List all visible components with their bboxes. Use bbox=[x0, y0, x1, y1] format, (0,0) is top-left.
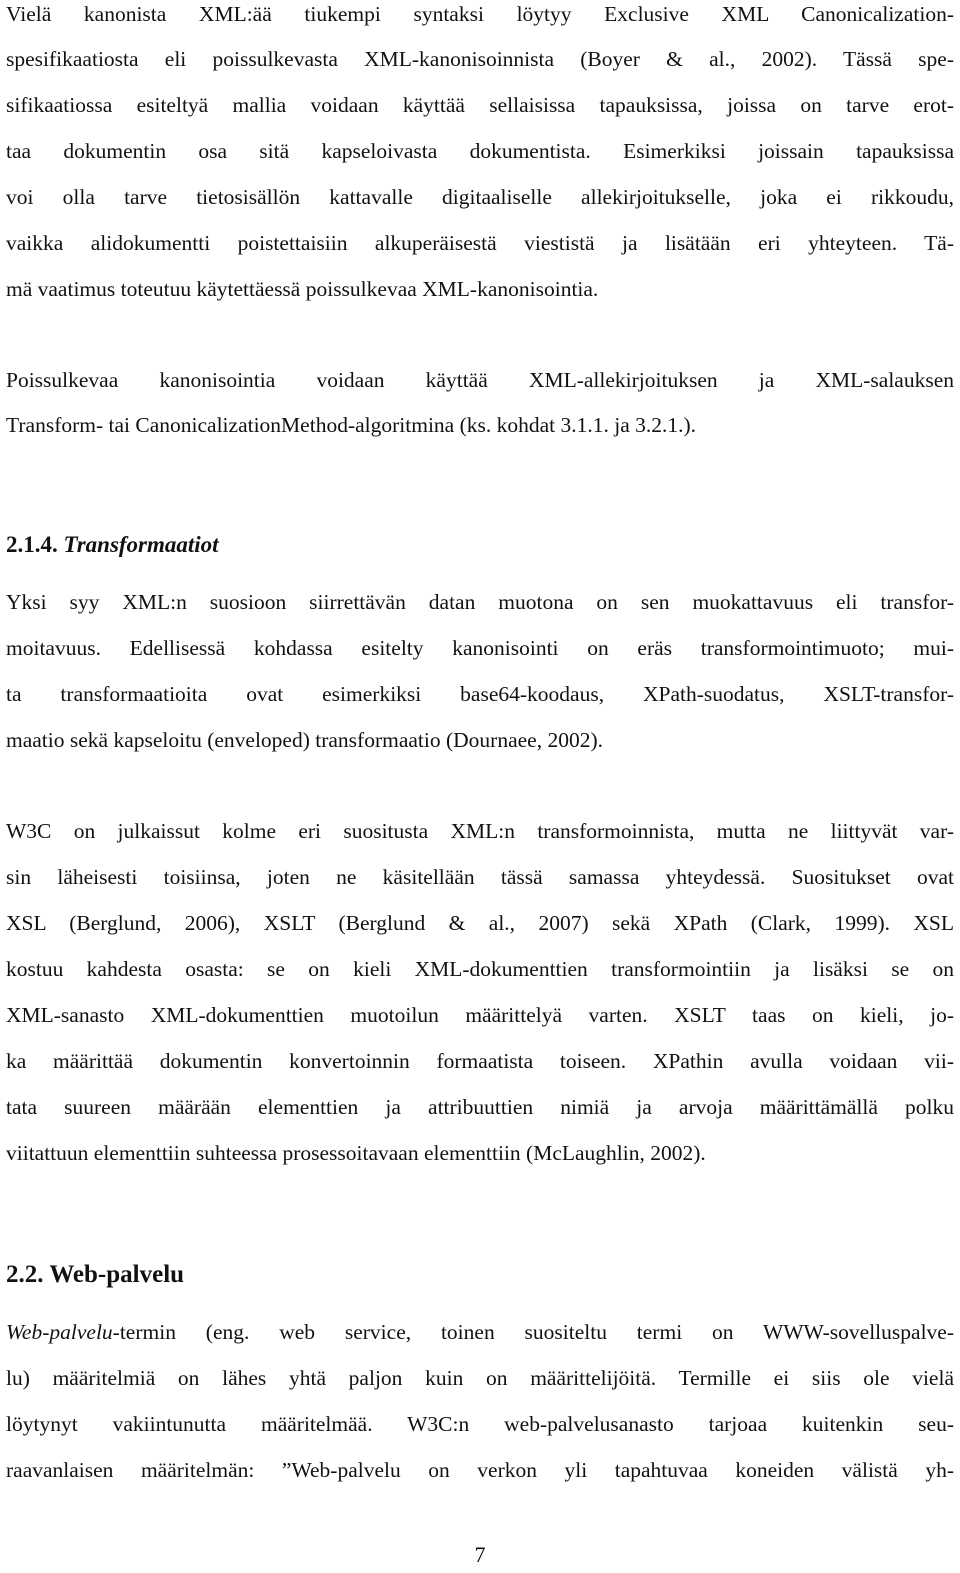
text-line: spesifikaatiosta eli poissulkevasta XML-kanonisoinnista (Boyer & al., 2002). Tässä spe- bbox=[6, 47, 954, 71]
text-line: Poissulkevaa kanonisointia voidaan käyttää XML-allekirjoituksen ja XML-salauksen bbox=[6, 368, 954, 392]
text-line: raavanlaisen määritelmän: ”Web-palvelu on verkon yli tapahtuvaa koneiden välistä yh- bbox=[6, 1458, 954, 1482]
text-line: moitavuus. Edellisessä kohdassa esitelty kanonisointi on eräs transformointimuoto; mui- bbox=[6, 636, 954, 660]
text-line: kostuu kahdesta osasta: se on kieli XML-dokumenttien transformointiin ja lisäksi se on bbox=[6, 957, 954, 981]
page-number: 7 bbox=[474, 1542, 486, 1567]
section-heading-2-2 bbox=[6, 1259, 184, 1291]
text-line: ta transformaatioita ovat esimerkiksi base64-koodaus, XPath-suodatus, XSLT-transfor- bbox=[6, 682, 954, 706]
text-line: voi olla tarve tietosisällön kattavalle digitaaliselle allekirjoitukselle, joka ei rikkoudu, bbox=[6, 185, 954, 209]
text-line: löytynyt vakiintunutta määritelmää. W3C:n web-palvelusanasto tarjoaa kuitenkin seu- bbox=[6, 1412, 954, 1436]
text-span: -termin (eng. web service, toinen suositeltu termi on WWW-sovelluspalve- bbox=[112, 1320, 954, 1344]
text-line: mä vaatimus toteutuu käytettäessä poissulkevaa XML-kanonisointia. bbox=[6, 277, 599, 301]
section-title: Transformaatiot bbox=[63, 532, 219, 557]
text-line: sifikaatiossa esiteltyä mallia voidaan käyttää sellaisissa tapauksissa, joissa on tarve erot- bbox=[6, 93, 954, 117]
text-line: XSL (Berglund, 2006), XSLT (Berglund & al., 2007) sekä XPath (Clark, 1999). XSL bbox=[6, 911, 954, 935]
section-heading-2-1-4 bbox=[6, 530, 219, 560]
text-line: ka määrittää dokumentin konvertoinnin formaatista toiseen. XPathin avulla voidaan vii- bbox=[6, 1049, 954, 1073]
section-title: Web-palvelu bbox=[49, 1261, 185, 1288]
text-line bbox=[6, 1318, 954, 1346]
text-line: sin läheisesti toisiinsa, joten ne käsitellään tässä samassa yhteydessä. Suositukset ovat bbox=[6, 865, 954, 889]
text-line: vaikka alidokumentti poistettaisiin alkuperäisestä viestistä ja lisätään eri yhteyteen. Tä- bbox=[6, 231, 954, 255]
text-line: Yksi syy XML:n suosioon siirrettävän datan muotona on sen muokattavuus eli transfor- bbox=[6, 590, 954, 614]
text-line: XML-sanasto XML-dokumenttien muotoilun määrittelyä varten. XSLT taas on kieli, jo- bbox=[6, 1003, 954, 1027]
text-line: maatio sekä kapseloitu (enveloped) transformaatio (Dournaee, 2002). bbox=[6, 728, 604, 752]
text-line: tata suureen määrään elementtien ja attribuuttien nimiä ja arvoja määrittämällä polku bbox=[6, 1095, 954, 1119]
section-number: 2.2. bbox=[6, 1261, 44, 1288]
text-line: lu) määritelmiä on lähes yhtä paljon kuin on määrittelijöitä. Termille ei siis ole vielä bbox=[6, 1366, 954, 1390]
text-line: taa dokumentin osa sitä kapseloivasta dokumentista. Esimerkiksi joissain tapauksissa bbox=[6, 139, 954, 163]
section-number: 2.1.4. bbox=[6, 532, 58, 557]
text-line: W3C on julkaissut kolme eri suositusta XML:n transformoinnista, mutta ne liittyvät var- bbox=[6, 819, 954, 843]
text-line: viitattuun elementtiin suhteessa prosessoitavaan elementtiin (McLaughlin, 2002). bbox=[6, 1141, 706, 1165]
italic-term: Web-palvelu bbox=[6, 1320, 113, 1344]
text-line: Transform- tai CanonicalizationMethod-algoritmina (ks. kohdat 3.1.1. ja 3.2.1.). bbox=[6, 413, 697, 437]
text-line: Vielä kanonista XML:ää tiukempi syntaksi löytyy Exclusive XML Canonicalization- bbox=[6, 2, 954, 26]
